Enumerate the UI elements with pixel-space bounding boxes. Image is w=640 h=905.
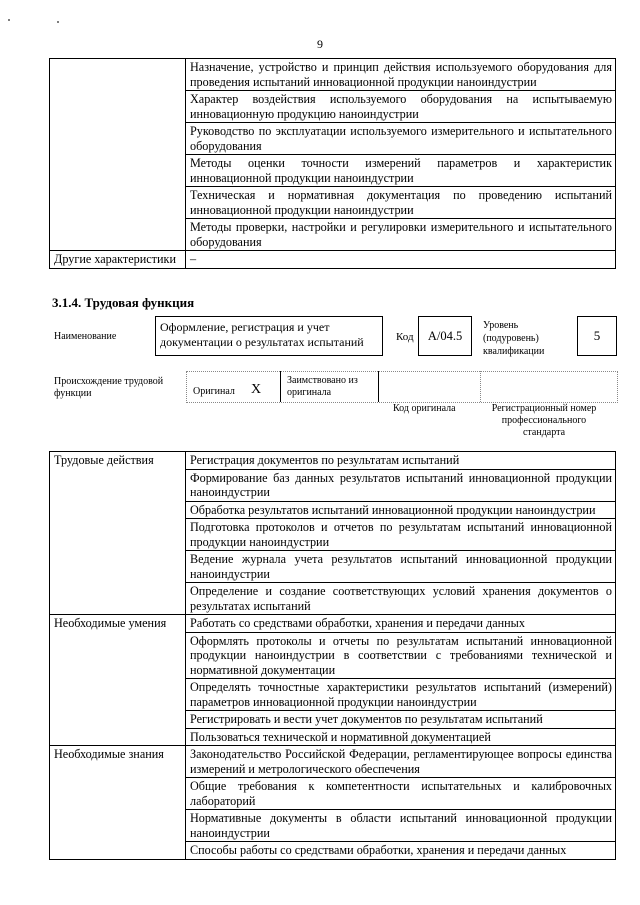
action-item: Определение и создание соответствующих условий хранения документов о результатах испытаний [186, 583, 616, 615]
knowledge-item: Методы оценки точности измерений параметров и характеристик инновационной продукции наноиндустрии [186, 155, 616, 187]
actions-label: Трудовые действия [50, 452, 186, 615]
page-number: 9 [317, 37, 323, 51]
origin-divider [378, 371, 379, 402]
code-value: А/04.5 [427, 329, 463, 343]
skill-item: Оформлять протоколы и отчеты по результатам испытаний инновационной продукции наноиндустрии в соответствии с требованиями технической и нормативной документации [186, 632, 616, 679]
knowledge-item: Характер воздействия используемого оборудования на испытываемую инновационную продукцию наноиндустрии [186, 91, 616, 123]
skill-item: Регистрировать и вести учет документов по результатам испытаний [186, 711, 616, 729]
table-row [50, 251, 616, 269]
knowledge-item: Методы проверки, настройки и регулировки измерительного и испытательного оборудования [186, 219, 616, 251]
origin-divider [480, 371, 481, 402]
name-value-box [155, 316, 383, 356]
empty-label-cell [50, 59, 186, 251]
level-value-box [577, 316, 617, 356]
skill-item: Пользоваться технической и нормативной документацией [186, 728, 616, 746]
knowledge-item: Техническая и нормативная документация по проведению испытаний инновационной продукции наноиндустрии [186, 187, 616, 219]
knowledge-item: Нормативные документы в области испытаний инновационной продукции наноиндустрии [186, 810, 616, 842]
original-label: Оригинал [193, 386, 235, 397]
labor-function-table [49, 451, 616, 860]
level-label: Уровень (подуровень) квалификации [483, 320, 545, 357]
section-title: 3.1.4. Трудовая функция [52, 295, 195, 310]
borrowed-label: Заимствовано из оригинала [287, 375, 358, 398]
table-row [50, 59, 616, 91]
knowledge-item: Способы работы со средствами обработки, хранения и передачи данных [186, 842, 616, 860]
other-characteristics-label: Другие характеристики [50, 251, 186, 269]
skills-label: Необходимые умения [50, 615, 186, 746]
knowledge-item: Общие требования к компетентности испытательных и калибровочных лабораторий [186, 778, 616, 810]
name-label: Наименование [54, 331, 117, 342]
original-mark: X [251, 382, 262, 397]
knowledge-continuation-table [49, 58, 616, 269]
action-item: Подготовка протоколов и отчетов по результатам испытаний инновационной продукции наноиндустрии [186, 519, 616, 551]
other-characteristics-value: – [186, 251, 616, 269]
knowledge-item: Руководство по эксплуатации используемого измерительного и испытательного оборудования [186, 123, 616, 155]
table-row [50, 615, 616, 633]
origin-divider [280, 371, 281, 402]
knowledge-label: Необходимые знания [50, 746, 186, 860]
scan-speck [57, 21, 59, 23]
action-item: Регистрация документов по результатам испытаний [186, 452, 616, 470]
level-value: 5 [593, 328, 601, 343]
action-item: Ведение журнала учета результатов испытаний инновационной продукции наноиндустрии [186, 551, 616, 583]
skill-item: Работать со средствами обработки, хранения и передачи данных [186, 615, 616, 633]
knowledge-item: Назначение, устройство и принцип действия используемого оборудования для проведения испытаний инновационной продукции наноиндустрии [186, 59, 616, 91]
table-row [50, 452, 616, 470]
action-item: Обработка результатов испытаний инновационной продукции наноиндустрии [186, 501, 616, 519]
skill-item: Определять точностные характеристики результатов испытаний (измерений) параметров инновационной продукции наноиндустрии [186, 679, 616, 711]
reg-number-caption: Регистрационный номер профессионального стандарта [491, 403, 597, 438]
table-row [50, 746, 616, 778]
scan-speck [8, 19, 10, 21]
code-value-box [418, 316, 472, 356]
code-label: Код [396, 331, 414, 343]
code-original-caption: Код оригинала [393, 403, 456, 414]
action-item: Формирование баз данных результатов испытаний инновационной продукции наноиндустрии [186, 469, 616, 501]
knowledge-item: Законодательство Российской Федерации, регламентирующее вопросы единства измерений и метрологического обеспечения [186, 746, 616, 778]
origin-label: Происхождение трудовой функции [54, 376, 164, 399]
name-value: Оформление, регистрация и учет документации о результатах испытаний [160, 320, 364, 349]
